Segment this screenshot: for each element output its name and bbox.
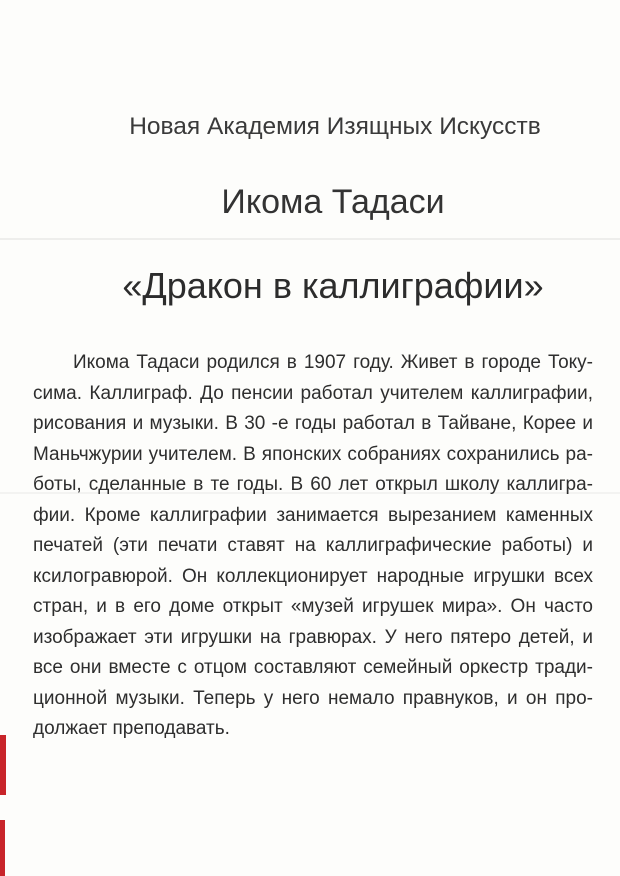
paragraph-line: рисования и музыки. В 30 -е годы работал в Тайване, Корее и: [33, 413, 593, 434]
paper-fold-line: [0, 238, 620, 240]
red-edge-mark: [0, 735, 6, 795]
paragraph-line: Маньчжурии учителем. В японских собраниях сохранились ра-: [33, 443, 593, 465]
red-edge-mark: [0, 820, 5, 876]
paragraph-line: должает преподавать.: [33, 718, 230, 739]
paragraph-line: ксилогравюрой. Он коллекционирует народные игрушки всех: [33, 565, 593, 587]
exhibition-title: «Дракон в каллиграфии»: [122, 265, 544, 306]
paragraph-line: ционной музыки. Теперь у него немало правнуков, и он про-: [33, 687, 593, 709]
paragraph-line: стран, и в его доме открыт «музей игрушек мира». Он часто: [33, 596, 593, 617]
paragraph-line: все они вместе с отцом составляют семейный оркестр тради-: [33, 657, 593, 678]
biography-paragraph: [33, 348, 593, 745]
paragraph-line: печатей (эти печати ставят на каллиграфические работы) и: [33, 535, 593, 556]
paragraph-line: фии. Кроме каллиграфии занимается вырезанием каменных: [33, 504, 593, 526]
paragraph-line: сима. Каллиграф. До пенсии работал учителем каллиграфии,: [33, 382, 593, 404]
paragraph-line: изображает эти игрушки на гравюрах. У него пятеро детей, и: [33, 626, 593, 648]
paragraph-line: Икома Тадаси родился в 1907 году. Живет в городе Току-: [73, 352, 593, 373]
paragraph-line: боты, сделанные в те годы. В 60 лет открыл школу каллигра-: [33, 474, 593, 495]
author-name: Икома Тадаси: [221, 183, 445, 221]
academy-name: Новая Академия Изящных Искусств: [129, 113, 541, 140]
